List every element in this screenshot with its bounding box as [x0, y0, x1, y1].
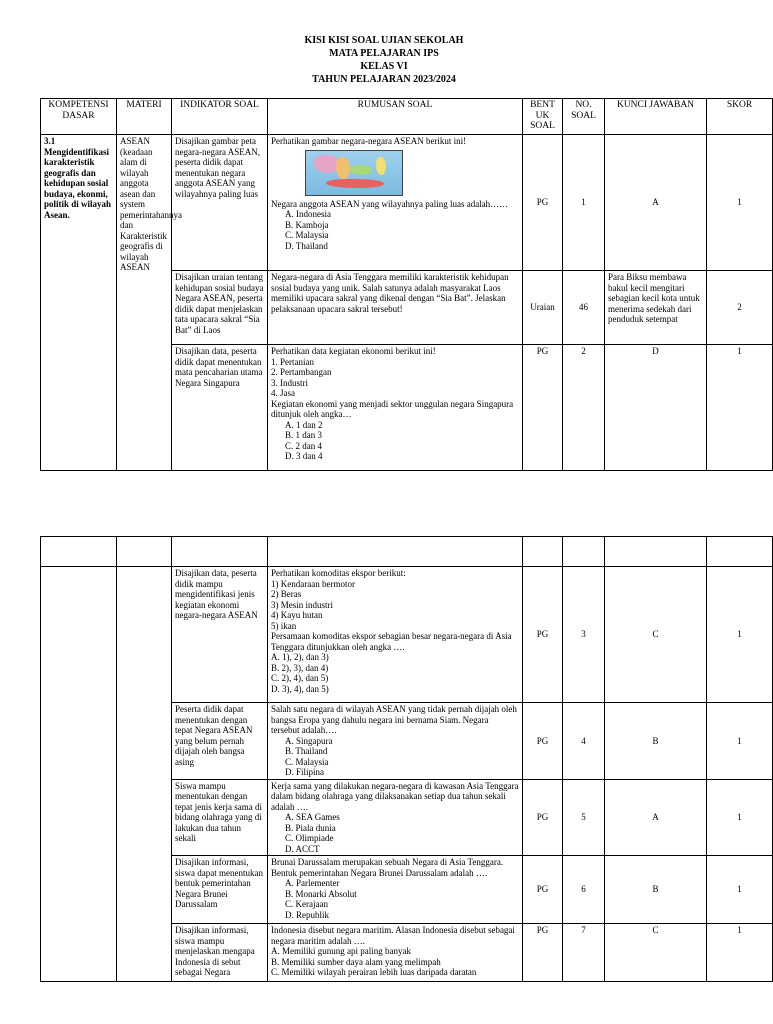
no-cell: 3: [563, 567, 605, 703]
kd-cell-empty: [41, 567, 117, 982]
rumusan-cell: [268, 135, 523, 271]
no-cell: 2: [563, 345, 605, 471]
col-no: NO. SOAL: [563, 99, 605, 135]
indikator-cell: Disajikan data, peserta didik mampu mengidentifikasi jenis kegiatan ekonomi negara-negara ASEAN: [172, 567, 268, 703]
no-cell: 6: [563, 856, 605, 924]
bentuk-cell: PG: [523, 703, 563, 780]
option-d: D. 3), 4), dan 5): [271, 683, 329, 694]
list-item: 3. Industri: [271, 377, 308, 388]
title-line-2: MATA PELAJARAN IPS: [329, 48, 439, 59]
col-rumusan: RUMUSAN SOAL: [268, 99, 523, 135]
option-c: C. 2 dan 4: [285, 440, 322, 451]
kunci-cell: A: [605, 779, 707, 856]
bentuk-cell: PG: [523, 924, 563, 982]
blank-header-row: [41, 537, 773, 567]
option-d: D. Thailand: [285, 240, 328, 251]
skor-cell: 1: [707, 135, 773, 271]
title-line-3: KELAS VI: [360, 61, 408, 72]
list-item: 2) Beras: [271, 589, 302, 599]
kunci-cell: D: [605, 345, 707, 471]
no-cell: 5: [563, 779, 605, 856]
rumusan-cell: [268, 856, 523, 924]
option-d: D. ACCT: [285, 843, 320, 854]
option-b: B. 2), 3), dan 4): [271, 662, 329, 673]
skor-cell: 1: [707, 567, 773, 703]
question-intro: Perhatikan data kegiatan ekonomi berikut ini!: [271, 346, 436, 356]
materi-cell-empty: [117, 567, 172, 982]
indikator-cell: Disajikan informasi, siswa mampu menjelaskan mengapa Indonesia di sebut sebagai Negara: [172, 924, 268, 982]
skor-cell: 1: [707, 345, 773, 471]
indikator-cell: Disajikan gambar peta negara-negara ASEAN, peserta didik dapat menentukan negara anggota ASEAN yang wilayahnya paling luas: [172, 135, 268, 271]
col-kompetensi-dasar: KOMPETENSI DASAR: [41, 99, 117, 135]
title-line-4: TAHUN PELAJARAN 2023/2024: [312, 74, 456, 85]
rumusan-cell: Negara-negara di Asia Tenggara memiliki karakteristik kehidupan sosial budaya yang unik. Salah satunya adalah masyarakat Laos memiliki upacara sakral yang dikenal dengan “Sia Bat”. Jelaskan pelaksanaan upacara sakral tersebut!: [268, 271, 523, 345]
kunci-cell: C: [605, 924, 707, 982]
option-a: A. 1 dan 2: [285, 419, 323, 430]
option-b: B. Monarki Absolut: [285, 888, 357, 899]
materi-cell: ASEAN (keadaan alam di wilayah anggota asean dan system pemerintahannya dan Karakteristik geografis di wilayah ASEAN: [117, 135, 172, 471]
kisi-kisi-table-2: [40, 536, 773, 982]
rumusan-cell: [268, 924, 523, 982]
list-item: 3) Mesin industri: [271, 599, 333, 610]
document-title: [0, 34, 768, 86]
kunci-cell: Para Biksu membawa bakul kecil mengitari sebagian kecil kota untuk menerima sedekah dari penduduk setempat: [605, 271, 707, 345]
question-text: Indonesia disebut negara maritim. Alasan Indonesia disebut sebagai negara maritim adalah ….: [271, 925, 515, 946]
kunci-cell: C: [605, 567, 707, 703]
option-c: C. Malaysia: [285, 230, 329, 240]
option-a: A. SEA Games: [285, 812, 340, 822]
list-item: 4. Jasa: [271, 388, 295, 398]
option-d: D. Filipina: [285, 767, 325, 777]
skor-cell: 1: [707, 779, 773, 856]
question-intro: Perhatikan komoditas ekspor berikut:: [271, 568, 406, 578]
list-item: 2. Pertambangan: [271, 367, 332, 377]
bentuk-cell: PG: [523, 567, 563, 703]
option-c: C. 2), 4), dan 5): [271, 673, 329, 683]
title-line-1: KISI KISI SOAL UJIAN SEKOLAH: [304, 35, 464, 46]
option-b: B. Memiliki sumber daya alam yang melimpah: [271, 956, 441, 967]
question-intro: Perhatikan gambar negara-negara ASEAN berikut ini!: [271, 136, 467, 146]
question-text: Negara anggota ASEAN yang wilayahnya paling luas adalah……: [271, 198, 509, 209]
list-item: 1. Pertanian: [271, 356, 314, 367]
option-a: A. Memiliki gunung api paling banyak: [271, 946, 411, 956]
asean-map-image: [305, 150, 403, 196]
skor-cell: 1: [707, 856, 773, 924]
option-d: D. 3 dan 4: [285, 451, 323, 461]
kunci-cell: A: [605, 135, 707, 271]
bentuk-cell: PG: [523, 779, 563, 856]
option-b: B. Thailand: [285, 746, 328, 756]
rumusan-cell: [268, 567, 523, 703]
indikator-cell: Peserta didik dapat menentukan dengan tepat Negara ASEAN yang belum pernah dijajah oleh bangsa asing: [172, 703, 268, 780]
bentuk-cell: Uraian: [523, 271, 563, 345]
option-a: A. Indonesia: [285, 209, 331, 219]
question-text: Persamaan komoditas ekspor sebagian besar negara-negara di Asia Tenggara ditunjukkan oleh angka ….: [271, 631, 512, 652]
list-item: 4) Kayu hutan: [271, 610, 323, 620]
bentuk-cell: PG: [523, 345, 563, 471]
option-a: A. Singapura: [285, 735, 333, 746]
col-skor: SKOR: [707, 99, 773, 135]
skor-cell: 1: [707, 703, 773, 780]
list-item: 5) ikan: [271, 620, 297, 631]
option-c: C. Kerajaan: [285, 899, 328, 909]
option-a: A. 1), 2), dan 3): [271, 652, 329, 662]
list-item: 1) Kendaraan bermotor: [271, 578, 355, 589]
skor-cell: 1: [707, 924, 773, 982]
question-text: Kegiatan ekonomi yang menjadi sektor unggulan negara Singapura ditunjuk oleh angka…: [271, 398, 514, 419]
question-text: Kerja sama yang dilakukan negara-negara di kawasan Asia Tenggara dalam bidang olahraga yang dilaksanakan setiap dua tahun sekali adalah ….: [271, 780, 519, 812]
bentuk-cell: PG: [523, 135, 563, 271]
option-b: B. Kamboja: [285, 219, 329, 230]
indikator-cell: Disajikan uraian tentang kehidupan sosial budaya Negara ASEAN, peserta didik dapat menjelaskan tata upacara sakral “Sia Bat” di Laos: [172, 271, 268, 345]
option-c: C. Malaysia: [285, 756, 329, 767]
bentuk-cell: PG: [523, 856, 563, 924]
rumusan-cell: [268, 703, 523, 780]
skor-cell: 2: [707, 271, 773, 345]
no-cell: 4: [563, 703, 605, 780]
option-a: A. Parlementer: [285, 878, 340, 888]
option-c: C. Olimpiade: [285, 833, 334, 843]
question-text: Brunai Darussalam merupakan sebuah Negara di Asia Tenggara. Bentuk pemerintahan Negara Brunei Darussalam adalah ….: [271, 857, 504, 878]
indikator-cell: Disajikan informasi, siswa dapat menentukan bentuk pemerintahan Negara Brunei Darussalam: [172, 856, 268, 924]
question-text: Salah satu negara di wilayah ASEAN yang tidak pernah dijajah oleh bangsa Eropa yang dahulu negara ini bernama Siam. Negara tersebut adalah….: [271, 704, 517, 735]
table-row: [41, 135, 773, 271]
indikator-cell: Siswa mampu menentukan dengan tepat jenis kerja sama di bidang olahraga yang di lakukan dua tahun sekali: [172, 779, 268, 856]
option-c: C. Memiliki wilayah perairan lebih luas daripada daratan: [271, 967, 477, 977]
no-cell: 1: [563, 135, 605, 271]
no-cell: 46: [563, 271, 605, 345]
kunci-cell: B: [605, 703, 707, 780]
kd-cell: 3.1 Mengidentifikasi karakteristik geografis dan kehidupan sosial budaya, ekonmi, politik di wilayah Asean.: [41, 135, 117, 471]
option-b: B. Piala dunia: [285, 822, 336, 833]
col-kunci: KUNCI JAWABAN: [605, 99, 707, 135]
rumusan-cell: [268, 345, 523, 471]
kisi-kisi-table-1: [40, 98, 773, 471]
indikator-cell: Disajikan data, peserta didik dapat menentukan mata pencaharian utama Negara Singapura: [172, 345, 268, 471]
no-cell: 7: [563, 924, 605, 982]
option-b: B. 1 dan 3: [285, 430, 322, 440]
kunci-cell: B: [605, 856, 707, 924]
header-row: [41, 99, 773, 135]
table-row: [41, 567, 773, 703]
col-indikator: INDIKATOR SOAL: [172, 99, 268, 135]
col-bentuk: BENT UK SOAL: [523, 99, 563, 135]
col-materi: MATERI: [117, 99, 172, 135]
option-d: D. Republik: [285, 909, 329, 920]
rumusan-cell: [268, 779, 523, 856]
